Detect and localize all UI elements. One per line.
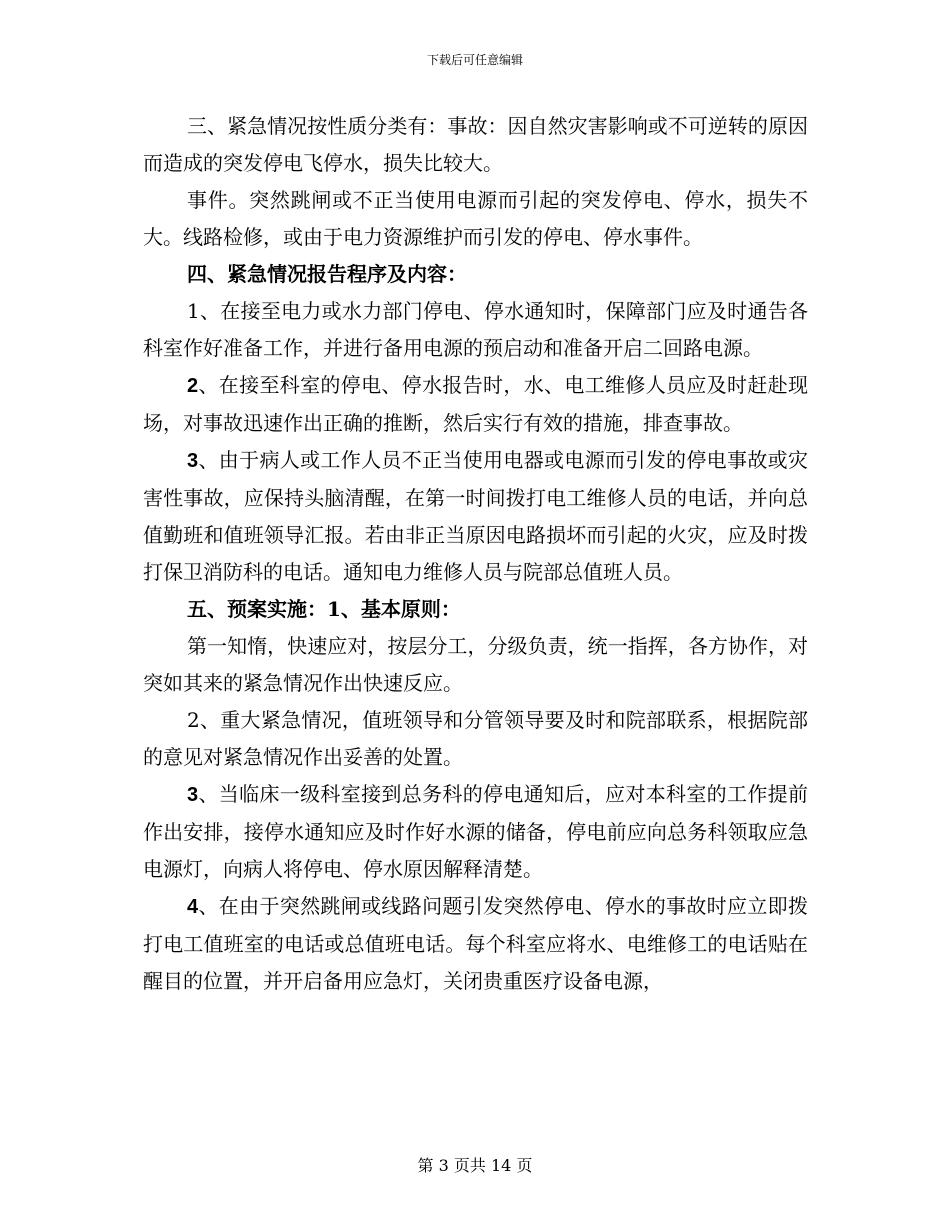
document-body [143,108,808,1000]
paragraph-item-4b [143,888,808,1000]
paragraph-text: 第一知惰，快速应对，按层分工，分级负责，统一指挥，各方协作，对突如其来的紧急情况作出快速反应。 [143,634,808,695]
paragraph-text: 、在由于突然跳闸或线路问题引发突然停电、停水的事故时应立即拨打电工值班室的电话或总值班电话。每个科室应将水、电维修工的电话贴在醒目的位置，并开启备用应急灯，关闭贵重医疗设备电源， [143,894,808,993]
paragraph-item-3 [143,442,808,591]
paragraph-text: 三、紧急情况按性质分类有：事故：因自然灾害影响或不可逆转的原因而造成的突发停电飞停水，损失比较大。 [143,114,808,175]
paragraph-text: 、当临床一级科室接到总务科的停电通知后，应对本科室的工作提前作出安排，接停水通知应及时作好水源的储备，停电前应向总务科领取应急电源灯，向病人将停电、停水原因解释清楚。 [143,782,808,881]
paragraph-classification [143,108,808,182]
paragraph-item-2 [143,367,808,442]
heading-text: 五、预案实施：1、基本原则： [187,597,461,621]
paragraph-text: 1、在接至电力或水力部门停电、停水通知时，保障部门应及时通告各科室作好准备工作，并进行备用电源的预启动和准备开启二回路电源。 [143,299,808,360]
item-number: 4 [187,896,199,918]
section-heading-report [143,256,808,293]
paragraph-event [143,182,808,256]
paragraph-item-3b [143,776,808,888]
paragraph-text: 、在接至科室的停电、停水报告时，水、电工维修人员应及时赶赴现场，对事故迅速作出正确的推断，然后实行有效的措施，排查事故。 [143,373,808,435]
paragraph-text: 事件。突然跳闸或不正当使用电源而引起的突发停电、停水，损失不大。线路检修，或由于电力资源维护而引发的停电、停水事件。 [143,188,808,249]
page-footer: 第 3 页共 14 页 [417,1156,533,1175]
item-number: 3 [187,450,199,472]
paragraph-text: 2、重大紧急情况，值班领导和分管领导要及时和院部联系，根据院部的意见对紧急情况作出妥善的处置。 [143,708,808,769]
paragraph-text: 、由于病人或工作人员不正当使用电器或电源而引发的停电事故或灾害性事故，应保持头脑清醒，在第一时间拨打电工维修人员的电话，并向总值勤班和值班领导汇报。若由非正当原因电路损坏而引起的火灾，应及时拨打保卫消防科的电话。通知电力维修人员与院部总值班人员。 [143,448,808,584]
page-header: 下载后可任意编辑 [426,53,523,67]
heading-text: 四、紧急情况报告程序及内容： [187,262,467,286]
item-number: 3 [187,784,199,806]
section-heading-implementation [143,591,808,628]
paragraph-item-1 [143,293,808,367]
paragraph-principle [143,628,808,702]
item-number: 2 [187,375,199,397]
paragraph-item-2b [143,702,808,776]
